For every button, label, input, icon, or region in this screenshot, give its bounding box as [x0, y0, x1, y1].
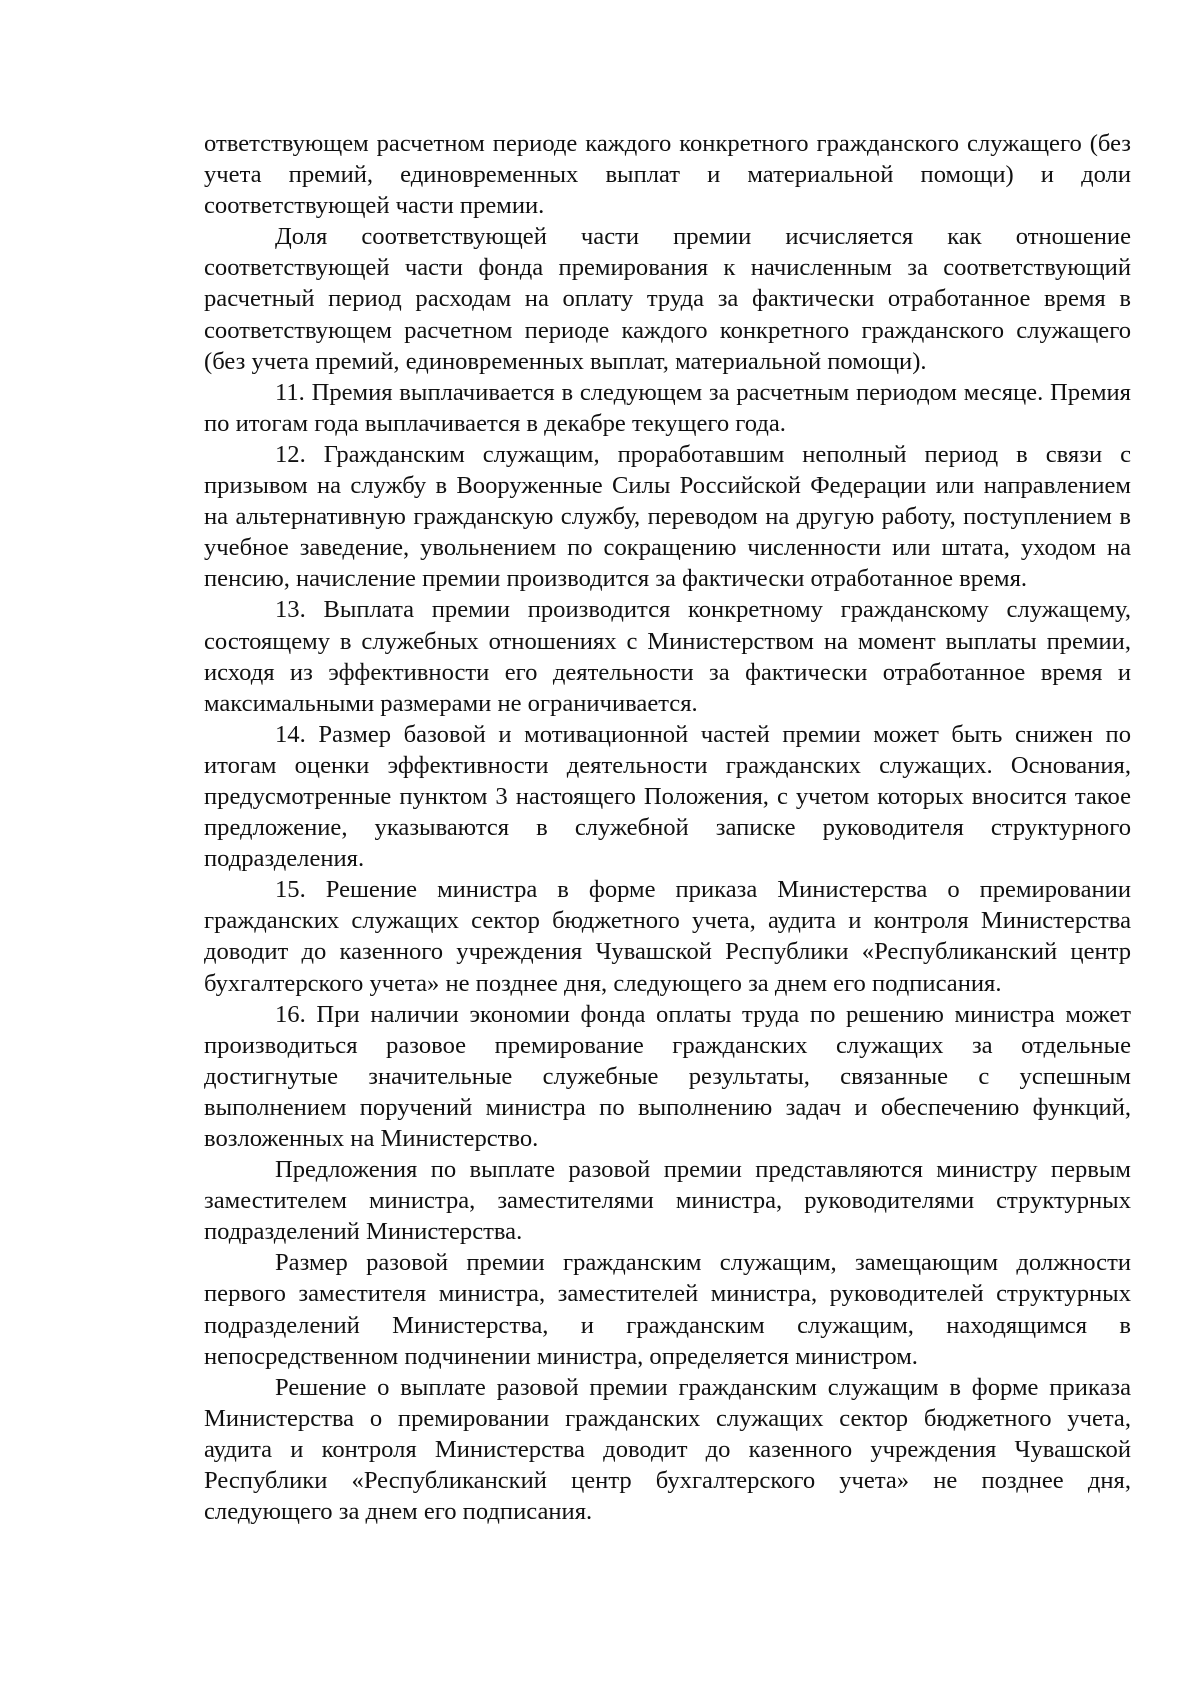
paragraph-item-14: 14. Размер базовой и мотивационной частей премии может быть снижен по итогам оценки эффективности деятельности гражданских служащих. Основания, предусмотренные пунктом 3 настоящего Положения, с учетом которых вносится такое предложение, указываются в служебной записке руководителя структурного подразделения.: [204, 720, 1131, 873]
paragraph-decision: Решение о выплате разовой премии гражданским служащим в форме приказа Министерства о премировании гражданских служащих сектор бюджетного учета, аудита и контроля Министерства доводит до казенного учреждения Чувашской Республики «Республиканский центр бухгалтерского учета» не позднее дня, следующего за днем его подписания.: [204, 1373, 1131, 1526]
paragraph-share-calculation: Доля соответствующей части премии исчисляется как отношение соответствующей части фонда премирования к начисленным за соответствующий расчетный период расходам на оплату труда за фактически отработанное время в соответствующем расчетном периоде каждого конкретного гражданского служащего (без учета премий, единовременных выплат, материальной помощи).: [204, 223, 1131, 375]
paragraph-continuation: ответствующем расчетном периоде каждого конкретного гражданского служащего (без учета премий, единовременных выплат и материальной помощи) и доли соответствующей части премии.: [204, 130, 1131, 220]
paragraph-item-11: 11. Премия выплачивается в следующем за расчетным периодом месяце. Премия по итогам года выплачивается в декабре текущего года.: [204, 378, 1131, 437]
paragraph-item-12: 12. Гражданским служащим, проработавшим неполный период в связи с призывом на службу в Вооруженные Силы Российской Федерации или направлением на альтернативную гражданскую службу, переводом на другую работу, поступлением в учебное заведение, увольнением по сокращению численности или штата, уходом на пенсию, начисление премии производится за фактически отработанное время.: [204, 440, 1131, 593]
paragraph-item-13: 13. Выплата премии производится конкретному гражданскому служащему, состоящему в служебных отношениях с Министерством на момент выплаты премии, исходя из эффективности его деятельности за фактически отработанное время и максимальными размерами не ограничивается.: [204, 596, 1131, 717]
paragraph-proposals: Предложения по выплате разовой премии представляются министру первым заместителем министра, заместителями министра, руководителями структурных подразделений Министерства.: [204, 1156, 1131, 1246]
document-body: [204, 128, 1131, 1527]
paragraph-item-15: 15. Решение министра в форме приказа Министерства о премировании гражданских служащих сектор бюджетного учета, аудита и контроля Министерства доводит до казенного учреждения Чувашской Республики «Республиканский центр бухгалтерского учета» не позднее дня, следующего за днем его подписания.: [204, 876, 1131, 997]
paragraph-bonus-size: Размер разовой премии гражданским служащим, замещающим должности первого заместителя министра, заместителей министра, руководителей структурных подразделений Министерства, и гражданским служащим, находящимся в непосредственном подчинении министра, определяется министром.: [204, 1249, 1131, 1370]
paragraph-item-16: 16. При наличии экономии фонда оплаты труда по решению министра может производиться разовое премирование гражданских служащих за отдельные достигнутые значительные служебные результаты, связанные с успешным выполнением поручений министра по выполнению задач и обеспечению функций, возложенных на Министерство.: [204, 1000, 1131, 1152]
